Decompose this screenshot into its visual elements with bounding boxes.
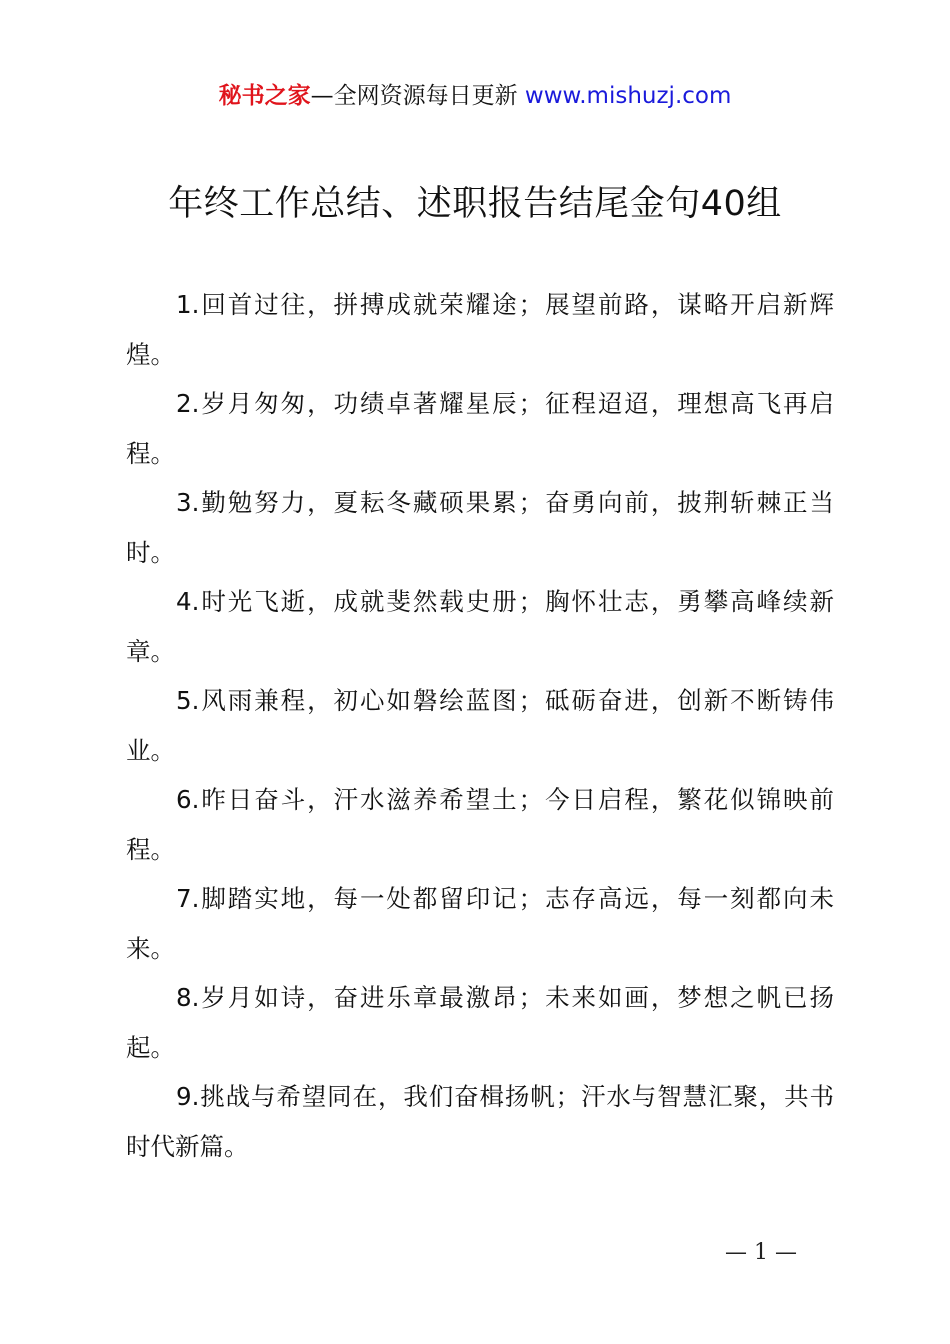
- website-link[interactable]: www.mishuzj.com: [524, 83, 732, 109]
- paragraph-2: 2.岁月匆匆，功绩卓著耀星辰；征程迢迢，理想高飞再启程。: [126, 389, 834, 468]
- paragraph-5: 5.风雨兼程，初心如磐绘蓝图；砥砺奋进，创新不断铸伟业。: [126, 686, 834, 765]
- paragraph-9: 9.挑战与希望同在，我们奋楫扬帆；汗水与智慧汇聚，共书时代新篇。: [126, 1082, 834, 1161]
- paragraph-1: 1.回首过往，拼搏成就荣耀途；展望前路，谋略开启新辉煌。: [126, 290, 834, 369]
- document-title: 年终工作总结、述职报告结尾金句40组: [168, 184, 782, 224]
- brand-name: 秘书之家: [218, 83, 311, 109]
- paragraph-6: 6.昨日奋斗，汗水滋养希望土；今日启程，繁花似锦映前程。: [126, 785, 834, 864]
- header-tagline: —全网资源每日更新: [310, 83, 525, 109]
- document-body: [126, 280, 834, 1171]
- paragraph-7: 7.脚踏实地，每一处都留印记；志存高远，每一刻都向未来。: [126, 884, 834, 963]
- paragraph-8: 8.岁月如诗，奋进乐章最激昂；未来如画，梦想之帆已扬起。: [126, 983, 834, 1062]
- site-header: [0, 80, 950, 112]
- paragraph-4: 4.时光飞逝，成就斐然载史册；胸怀壮志，勇攀高峰续新章。: [126, 587, 834, 666]
- page-number: — 1 —: [725, 1240, 797, 1265]
- paragraph-3: 3.勤勉努力，夏耘冬藏硕果累；奋勇向前，披荆斩棘正当时。: [126, 488, 834, 567]
